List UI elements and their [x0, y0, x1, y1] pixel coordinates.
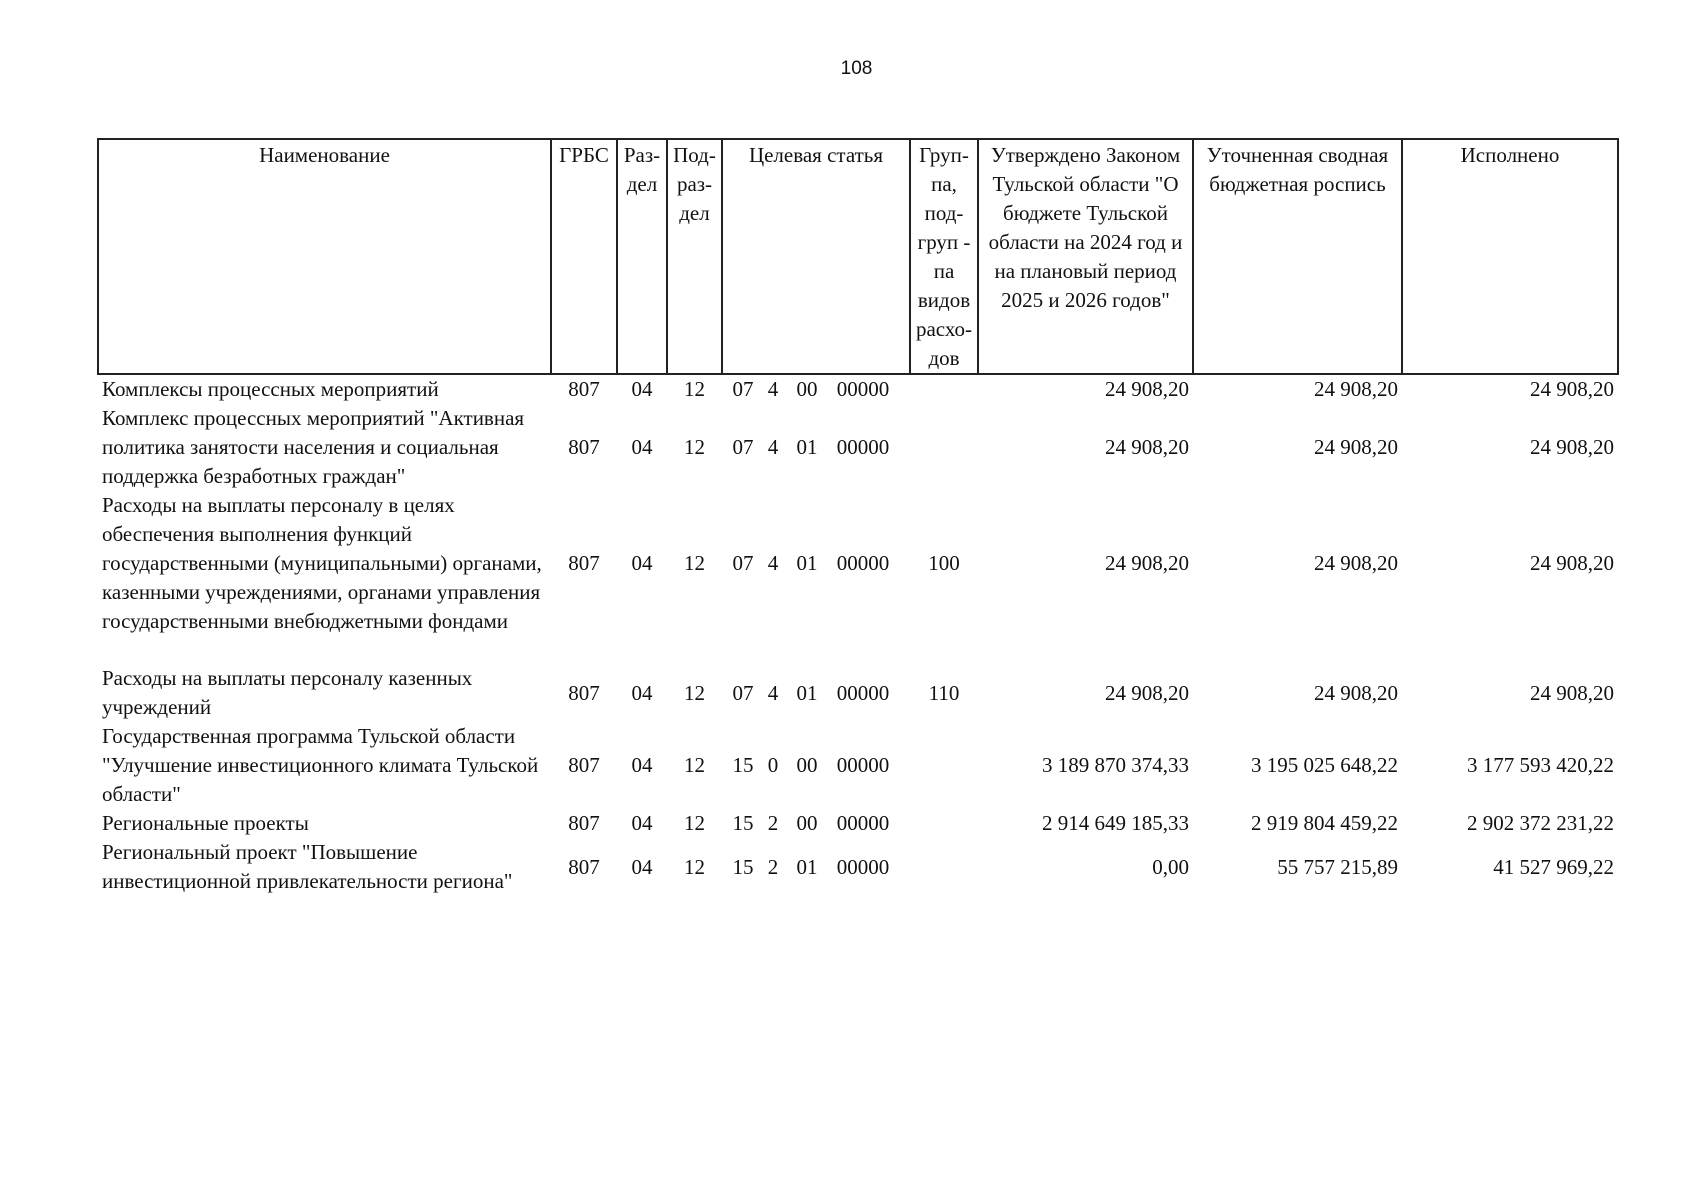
target-type: 4: [767, 680, 779, 705]
target-program: 07: [732, 377, 754, 401]
row-approved: 24 908,20: [1105, 377, 1189, 401]
target-program: 07: [732, 435, 754, 459]
target-direction: 00000: [836, 377, 890, 401]
row-target-article: [722, 491, 910, 636]
row-executed: 2 902 372 231,22: [1467, 811, 1614, 835]
row-podrazdel: 12: [684, 435, 705, 459]
row-refined: 55 757 215,89: [1277, 854, 1398, 879]
row-grbs: 807: [568, 377, 600, 401]
row-razdel: 04: [631, 377, 653, 401]
row-executed: 3 177 593 420,22: [1467, 753, 1614, 777]
row-grbs: 807: [568, 811, 600, 835]
row-spacer: [98, 636, 1618, 664]
row-target-article: [722, 664, 910, 722]
target-subprogram: 00: [796, 811, 818, 835]
target-program: 07: [732, 680, 754, 705]
target-subprogram: 01: [796, 435, 818, 459]
row-executed: 24 908,20: [1530, 551, 1614, 575]
row-podrazdel: 12: [684, 377, 705, 401]
target-subprogram: 00: [796, 753, 818, 777]
row-approved: 0,00: [1152, 854, 1189, 879]
table-row: [98, 374, 1618, 404]
row-grbs: 807: [568, 753, 600, 777]
row-grbs: 807: [568, 680, 600, 705]
row-target-article: [722, 838, 910, 896]
target-program: 15: [732, 753, 754, 777]
target-program: 15: [732, 811, 754, 835]
header-approved: Утверждено Законом Тульской области "О бюджете Тульской области на 2024 год и на плановый период 2025 и 2026 годов": [978, 139, 1193, 374]
row-name: Расходы на выплаты персоналу в целях обеспечения выполнения функций государственными (муниципальными) органами, казенными учреждениями, органами управления государственными внебюджетными фондами: [102, 493, 542, 633]
table-row: [98, 404, 1618, 491]
row-podrazdel: 12: [684, 753, 705, 777]
table-header-row: [98, 139, 1618, 374]
target-type: 2: [767, 854, 779, 879]
row-target-article: [722, 404, 910, 491]
row-podrazdel: 12: [684, 551, 705, 575]
row-refined: 2 919 804 459,22: [1251, 811, 1398, 835]
target-direction: 00000: [836, 551, 890, 575]
header-razdel: Раз- дел: [617, 139, 667, 374]
row-grbs: 807: [568, 551, 600, 575]
row-approved: 24 908,20: [1105, 551, 1189, 575]
row-expense-group: [910, 374, 978, 404]
row-name: Государственная программа Тульской области "Улучшение инвестиционного климата Тульской области": [102, 724, 539, 806]
target-type: 4: [767, 551, 779, 575]
row-name: Расходы на выплаты персоналу казенных учреждений: [102, 666, 473, 719]
row-refined: 24 908,20: [1314, 377, 1398, 401]
page-number: 108: [840, 58, 873, 79]
row-expense-group: 110: [928, 680, 960, 705]
target-direction: 00000: [836, 753, 890, 777]
header-target-article: Целевая статья: [722, 139, 910, 374]
row-approved: 24 908,20: [1105, 435, 1189, 459]
target-direction: 00000: [836, 811, 890, 835]
header-expense-group: Груп- па, под- груп - па видов расхо- дов: [910, 139, 978, 374]
row-refined: 24 908,20: [1314, 435, 1398, 459]
target-type: 4: [767, 377, 779, 401]
row-executed: 24 908,20: [1530, 377, 1614, 401]
row-podrazdel: 12: [684, 680, 705, 705]
target-type: 0: [767, 753, 779, 777]
row-podrazdel: 12: [684, 854, 705, 879]
target-direction: 00000: [836, 680, 890, 705]
header-refined: Уточненная сводная бюджетная роспись: [1193, 139, 1402, 374]
row-expense-group: [910, 838, 978, 896]
target-program: 07: [732, 551, 754, 575]
target-subprogram: 00: [796, 377, 818, 401]
row-approved: 2 914 649 185,33: [1042, 811, 1189, 835]
row-razdel: 04: [631, 680, 653, 705]
table-row: [98, 664, 1618, 722]
table-row: [98, 491, 1618, 636]
table-row: [98, 809, 1618, 838]
row-expense-group: [910, 722, 978, 809]
budget-table: [97, 138, 1619, 896]
row-refined: 24 908,20: [1314, 551, 1398, 575]
row-podrazdel: 12: [684, 811, 705, 835]
row-name: Региональные проекты: [102, 811, 309, 835]
target-subprogram: 01: [796, 854, 818, 879]
target-direction: 00000: [836, 854, 890, 879]
row-refined: 3 195 025 648,22: [1251, 753, 1398, 777]
header-executed: Исполнено: [1402, 139, 1618, 374]
target-type: 2: [767, 811, 779, 835]
row-target-article: [722, 722, 910, 809]
row-expense-group: [910, 404, 978, 491]
table-row: [98, 722, 1618, 809]
row-refined: 24 908,20: [1314, 680, 1398, 705]
row-executed: 24 908,20: [1530, 435, 1614, 459]
row-expense-group: 100: [928, 551, 960, 575]
row-executed: 41 527 969,22: [1493, 854, 1614, 879]
row-name: Комплекс процессных мероприятий "Активная политика занятости населения и социальная поддержка безработных граждан": [102, 406, 525, 488]
row-executed: 24 908,20: [1530, 680, 1614, 705]
header-name: Наименование: [98, 139, 551, 374]
row-razdel: 04: [631, 854, 653, 879]
row-grbs: 807: [568, 854, 600, 879]
row-razdel: 04: [631, 811, 653, 835]
header-podrazdel: Под- раз- дел: [667, 139, 722, 374]
row-target-article: [722, 374, 910, 404]
row-expense-group: [910, 809, 978, 838]
target-type: 4: [767, 435, 779, 459]
row-target-article: [722, 809, 910, 838]
target-direction: 00000: [836, 435, 890, 459]
target-program: 15: [732, 854, 754, 879]
row-razdel: 04: [631, 551, 653, 575]
row-name: Комплексы процессных мероприятий: [102, 377, 439, 401]
row-razdel: 04: [631, 435, 653, 459]
header-grbs: ГРБС: [551, 139, 617, 374]
row-name: Региональный проект "Повышение инвестиционной привлекательности региона": [102, 840, 513, 893]
target-subprogram: 01: [796, 551, 818, 575]
target-subprogram: 01: [796, 680, 818, 705]
row-approved: 3 189 870 374,33: [1042, 753, 1189, 777]
row-approved: 24 908,20: [1105, 680, 1189, 705]
table-row: [98, 838, 1618, 896]
row-grbs: 807: [568, 435, 600, 459]
row-razdel: 04: [631, 753, 653, 777]
